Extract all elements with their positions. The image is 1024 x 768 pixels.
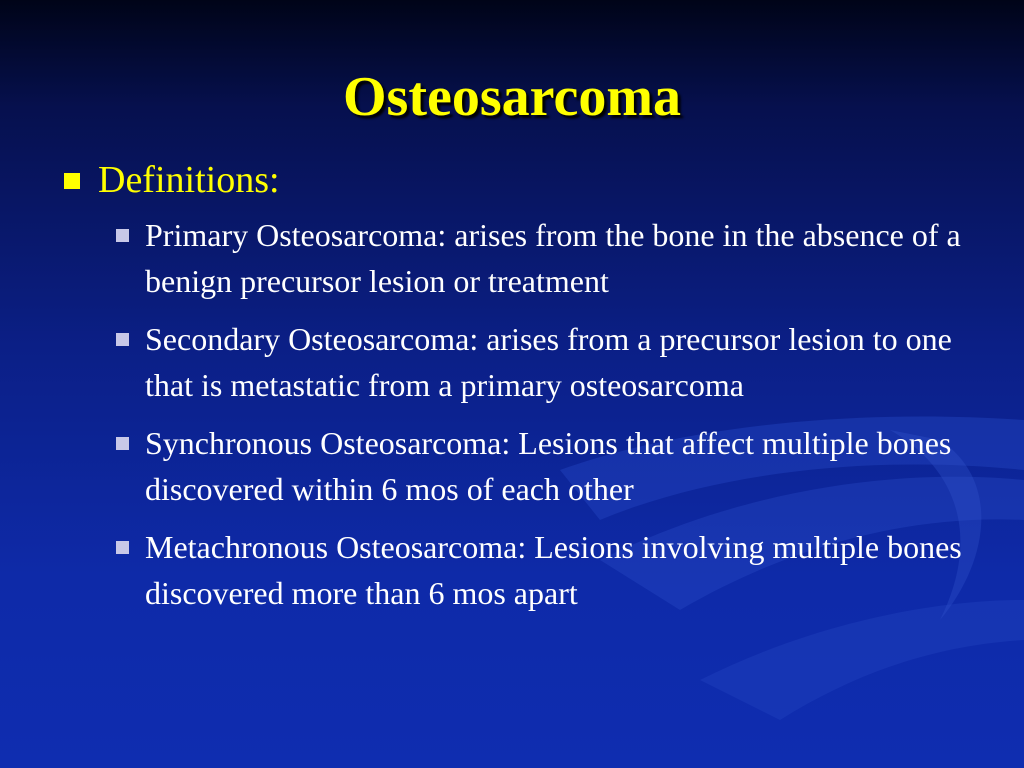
slide-title: Osteosarcoma (343, 66, 681, 128)
sub-bullet-text: Metachronous Osteosarcoma: Lesions involving multiple bones discovered more than 6 mos apart (145, 529, 962, 611)
slide-content (64, 156, 994, 628)
sub-bullet-secondary-osteosarcoma (116, 316, 994, 408)
sub-bullet-primary-osteosarcoma (116, 212, 994, 304)
sub-bullet-text: Secondary Osteosarcoma: arises from a precursor lesion to one that is metastatic from a primary osteosarcoma (145, 321, 952, 403)
square-bullet-icon (116, 333, 129, 346)
square-bullet-icon (64, 173, 80, 189)
bullet-definitions (64, 156, 994, 204)
square-bullet-icon (116, 541, 129, 554)
sub-bullet-metachronous-osteosarcoma (116, 524, 994, 616)
square-bullet-icon (116, 229, 129, 242)
square-bullet-icon (116, 437, 129, 450)
bullet-definitions-text: Definitions: (98, 159, 280, 201)
sub-bullet-text: Primary Osteosarcoma: arises from the bone in the absence of a benign precursor lesion or treatment (145, 217, 961, 299)
sub-bullet-text: Synchronous Osteosarcoma: Lesions that affect multiple bones discovered within 6 mos of each other (145, 425, 952, 507)
sub-bullet-synchronous-osteosarcoma (116, 420, 994, 512)
